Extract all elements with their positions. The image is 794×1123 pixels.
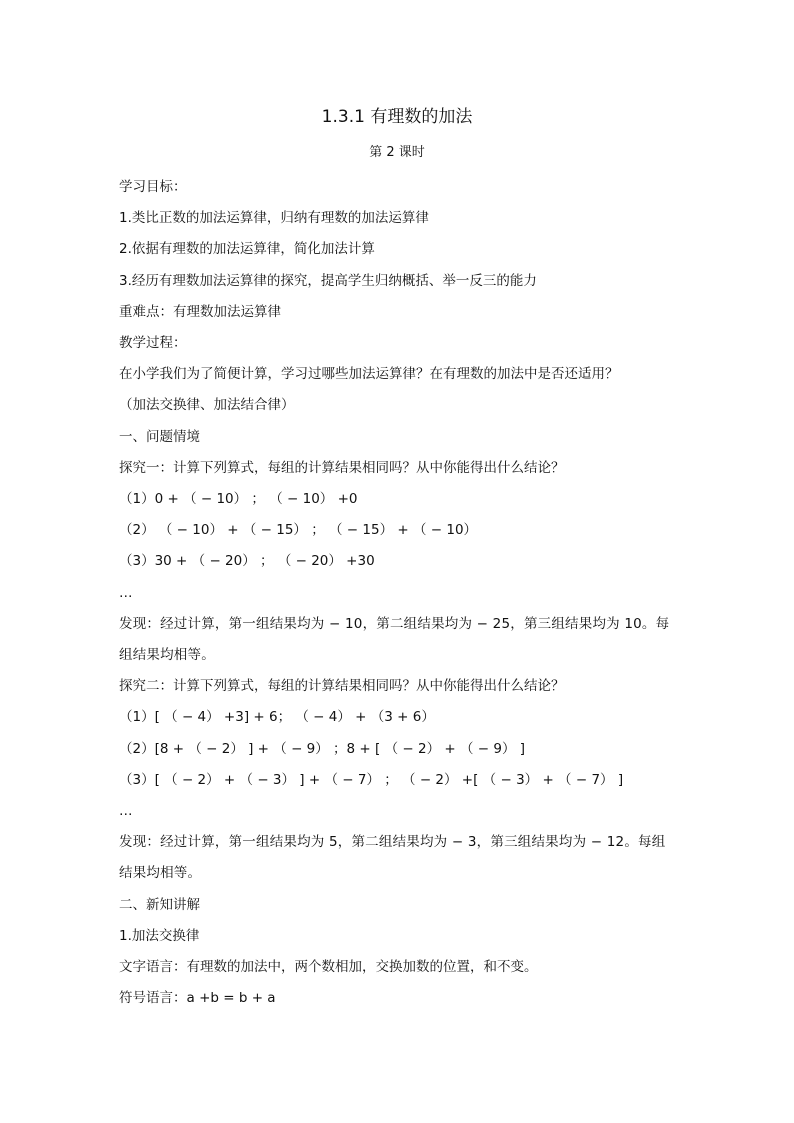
law-commutative-heading: 1.加法交换律 bbox=[119, 927, 200, 944]
section-new-knowledge: 二、新知讲解 bbox=[119, 896, 200, 913]
section-problem-situation: 一、问题情境 bbox=[119, 428, 200, 445]
heading-teaching-process: 教学过程： bbox=[119, 335, 187, 352]
explore-2-item-3: （3）[ （ − 2） + （ − 3） ] + （ − 7） ； （ − 2） +[ （ − 3） + （ − 7） ] bbox=[119, 771, 624, 788]
intro-question: 在小学我们为了简便计算，学习过哪些加法运算律？在有理数的加法中是否还适用？ bbox=[119, 366, 619, 383]
heading-learning-goals: 学习目标： bbox=[119, 179, 187, 195]
explore-1-prompt: 探究一：计算下列算式，每组的计算结果相同吗？从中你能得出什么结论？ bbox=[119, 459, 565, 476]
intro-answer: （加法交换律、加法结合律） bbox=[119, 397, 295, 414]
key-points: 重难点：有理数加法运算律 bbox=[119, 303, 281, 320]
explore-1-item-3: （3）30 + （ − 20） ； （ − 20） +30 bbox=[119, 553, 375, 570]
goal-2: 2.依据有理数的加法运算律，简化加法计算 bbox=[119, 241, 375, 258]
explore-1-item-1: （1）0 + （ − 10） ； （ − 10） +0 bbox=[119, 491, 358, 508]
explore-1-finding: 发现：经过计算，第一组结果均为 − 10，第二组结果均为 − 25，第三组结果均为 10。每组结果均相等。 bbox=[119, 615, 670, 664]
explore-2-item-1: （1）[ （ − 4） +3] + 6； （ − 4） + （3 + 6） bbox=[119, 709, 435, 726]
ellipsis: … bbox=[119, 584, 133, 601]
goal-1: 1.类比正数的加法运算律，归纳有理数的加法运算律 bbox=[119, 210, 429, 227]
explore-2-item-2: （2）[8 + （ − 2） ] + （ − 9） ；8 + [ （ − 2） + （ − 9） ] bbox=[119, 740, 526, 757]
explore-2-prompt: 探究二：计算下列算式，每组的计算结果相同吗？从中你能得出什么结论？ bbox=[119, 678, 565, 695]
law-symbolic-statement: 符号语言：a +b = b + a bbox=[119, 990, 276, 1007]
ellipsis: … bbox=[119, 803, 133, 820]
goal-3: 3.经历有理数加法运算律的探究，提高学生归纳概括、举一反三的能力 bbox=[119, 272, 537, 289]
lesson-subtitle: 第 2 课时 bbox=[369, 145, 425, 160]
explore-1-item-2: （2） （ − 10） + （ − 15） ； （ − 15） + （ − 10） bbox=[119, 522, 478, 539]
document-body bbox=[119, 172, 679, 1014]
page-title: 1.3.1 有理数的加法 bbox=[321, 107, 473, 127]
law-verbal-statement: 文字语言：有理数的加法中，两个数相加，交换加数的位置，和不变。 bbox=[119, 959, 538, 976]
explore-2-finding: 发现：经过计算，第一组结果均为 5，第二组结果均为 − 3，第三组结果均为 − 12。每组结果均相等。 bbox=[119, 834, 666, 882]
